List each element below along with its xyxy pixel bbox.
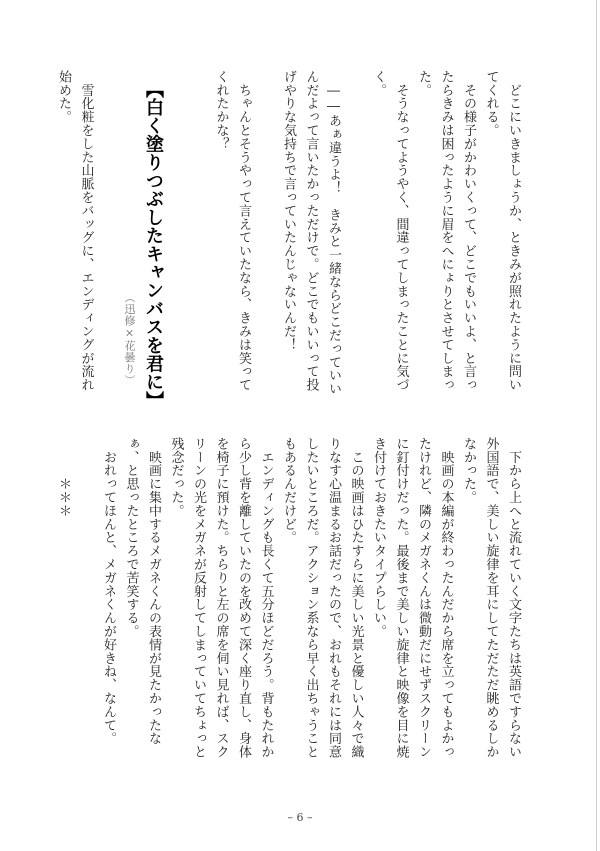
text-line: エンディングも長くて五分ほどだろう。背もたれか: [258, 437, 274, 759]
text-line: き付けておきたいタイプらしい。: [371, 437, 386, 638]
text-line: ら少し背を離していたのを改めて深く座り直し、身体: [236, 437, 251, 759]
text-line: 映画の本編が終わったんだから席を立ってもよかっ: [438, 437, 454, 759]
text-line: く。: [371, 70, 386, 97]
text-line: おれってほんと、メガネくんが好きね、なんて。: [101, 437, 116, 746]
text-line: もあるんだけど。: [281, 437, 296, 545]
text-line: を椅子に預けた。ちらりと左の席を伺い見れば、スク: [213, 437, 229, 759]
page-number: – 6 –: [287, 811, 313, 824]
text-line: したいところだ。アクション系なら早く出ちゃうこと: [303, 437, 319, 759]
text-line: その様子がかわいくって、どこでもいいよ、と言っ: [461, 70, 476, 392]
story-title: 【白く塗りつぶしたキャンバスを君に】: [143, 80, 164, 410]
text-line: 映画に集中するメガネくんの表情が見たかったな: [146, 437, 161, 746]
text-line: 雪化粧をした山脈をバッグに、エンディングが流れ: [78, 70, 94, 392]
text-line: どこにいきましょうか、ときみが照れたように問い: [506, 70, 521, 392]
text-line: この映画はひたすらに美しい光景と優しい人々で織: [348, 437, 364, 759]
text-line: リーンの光をメガネが反射してしまっていてちょっと: [191, 437, 206, 759]
text-line: んだよって言いたかっただけで。どこでもいいって投: [303, 70, 319, 392]
text-line: ぁ、と思ったところで苦笑する。: [123, 437, 139, 638]
text-line: 残念だった。: [168, 437, 184, 518]
text-line: に釘付けだった。最後まで美しい旋律と映像を目に焼: [393, 437, 409, 759]
text-line: くれたかな？: [213, 70, 229, 151]
page-edge-line: [596, 0, 597, 851]
text-line: たらきみは困ったように眉をへにょりとさせてしまっ: [438, 70, 454, 392]
text-line: なかった。: [461, 437, 476, 504]
text-line: そうなってようやく、間違ってしまったことに気づ: [393, 70, 409, 392]
text-line: てくれる。: [483, 70, 499, 137]
text-line: ――あぁ違うよ！ きみと一緒ならどこだっていい: [326, 70, 341, 396]
text-line: 外国語で、美しい旋律を耳にしてただただ眺めるしか: [483, 437, 499, 759]
text-line: た。: [416, 70, 431, 97]
text-line: ちゃんとそうやって言えていたなら、きみは笑って: [236, 70, 251, 392]
story-attribution: （迅修×花曇り）: [123, 292, 136, 386]
text-line: りなす心温まるお話だったので、おれもそれには同意: [326, 437, 341, 759]
section-break-asterisks: ＊＊＊: [56, 437, 71, 518]
text-line: たけれど、隣のメガネくんは微動だにせずスクリーン: [416, 437, 431, 759]
text-line: 下から上へと流れていく文字たちは英語ですらない: [506, 437, 521, 759]
text-line: げやりな気持ちで言っていたんじゃないんだ！: [281, 70, 296, 352]
text-line: 始めた。: [56, 70, 71, 124]
